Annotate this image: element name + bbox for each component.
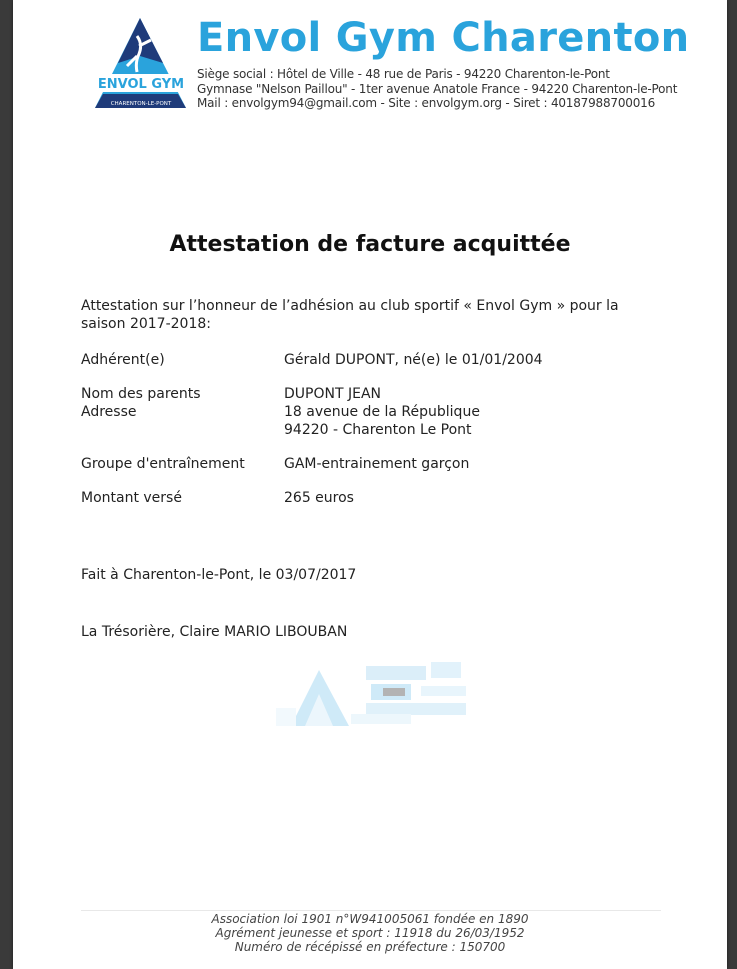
parents-value: DUPONT JEAN <box>284 386 381 402</box>
group-value: GAM-entrainement garçon <box>284 456 470 472</box>
address-label: Adresse <box>81 404 137 420</box>
document-title: Attestation de facture acquittée <box>169 232 571 257</box>
footer-agreement: Agrément jeunesse et sport : 11918 du 26/03/1952 <box>215 926 525 940</box>
footer-divider <box>81 910 661 911</box>
logo-subtext: CHARENTON-LE-PONT <box>110 101 172 107</box>
address-line2: 94220 - Charenton Le Pont <box>284 422 472 438</box>
member-label: Adhérent(e) <box>81 352 165 368</box>
address-line1: 18 avenue de la République <box>284 404 480 420</box>
signature-stamp-image <box>271 658 471 728</box>
contact-line: Mail : envolgym94@gmail.com - Site : envolgym.org - Siret : 40187988700016 <box>197 96 656 110</box>
club-logo <box>93 16 188 116</box>
member-value: Gérald DUPONT, né(e) le 01/01/2004 <box>284 352 543 368</box>
amount-value: 265 euros <box>284 490 354 506</box>
document-page <box>13 0 727 969</box>
head-office-line: Siège social : Hôtel de Ville - 48 rue de Paris - 94220 Charenton-le-Pont <box>197 67 610 81</box>
signatory: La Trésorière, Claire MARIO LIBOUBAN <box>81 624 348 640</box>
group-label: Groupe d'entraînement <box>81 456 245 472</box>
footer-receipt: Numéro de récépissé en préfecture : 150700 <box>234 940 506 954</box>
club-name: Envol Gym Charenton <box>197 15 690 61</box>
parents-label: Nom des parents <box>81 386 201 402</box>
intro-paragraph: Attestation sur l’honneur de l’adhésion au club sportif « Envol Gym » pour la saison 2017-2018: <box>81 298 619 332</box>
logo-text: ENVOL GYM <box>97 77 185 92</box>
footer-association: Association loi 1901 n°W941005061 fondée en 1890 <box>211 912 529 926</box>
letterhead <box>13 0 727 130</box>
amount-label: Montant versé <box>81 490 182 506</box>
place-date: Fait à Charenton-le-Pont, le 03/07/2017 <box>81 567 357 583</box>
gymnasium-line: Gymnase "Nelson Paillou" - 1ter avenue Anatole France - 94220 Charenton-le-Pont <box>197 82 678 96</box>
